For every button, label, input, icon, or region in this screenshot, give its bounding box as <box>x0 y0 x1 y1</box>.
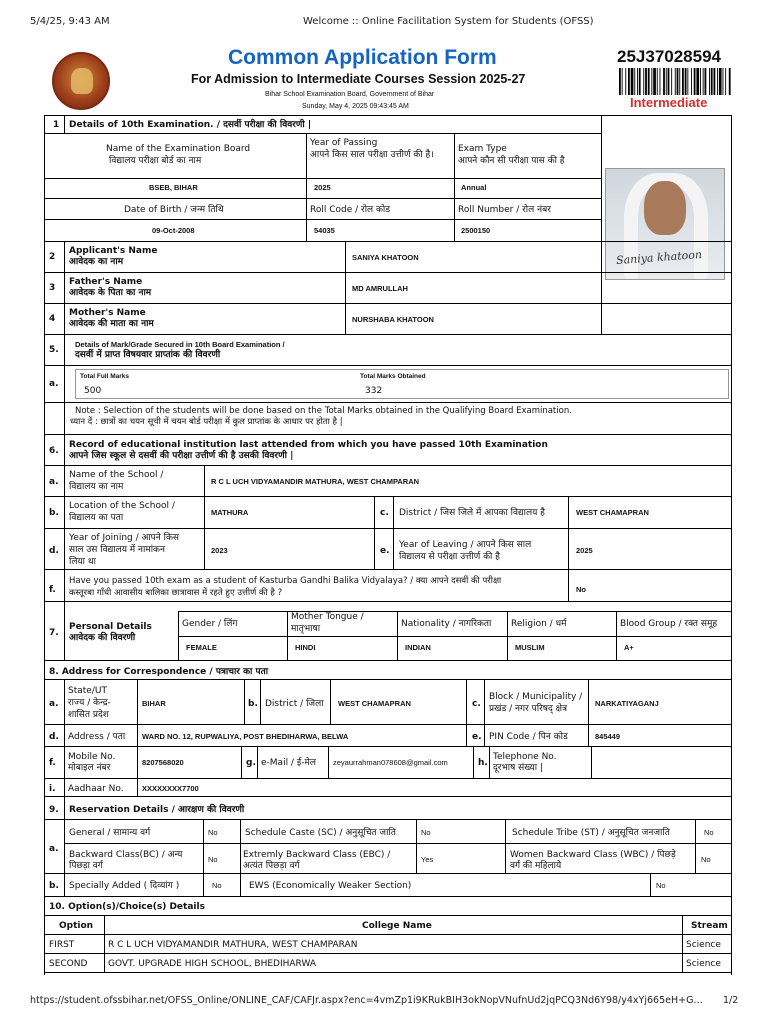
mother-name-label-hi: आवेदक की माता का नाम <box>69 319 154 329</box>
grid-line <box>601 241 602 334</box>
mother-name-value: NURSHABA KHATOON <box>352 315 434 324</box>
grid-line <box>64 601 65 660</box>
grid-line <box>44 115 45 975</box>
section-8h-label: h. <box>478 758 488 768</box>
grid-line <box>64 115 65 133</box>
mother-tongue-label-hi: मातृभाषा <box>291 624 321 634</box>
section-3-number: 3 <box>49 283 56 293</box>
grid-line <box>64 241 65 334</box>
school-record-heading-hi: आपने जिस स्कूल से दसवीं की परीक्षा उत्तीर्ण की है उसकी विवरणी | <box>69 451 294 461</box>
blood-group-label: Blood Group / रक्त समूह <box>620 619 718 629</box>
stream-column-header: Stream <box>691 921 728 931</box>
grid-line <box>178 636 731 637</box>
exam-type-value: Annual <box>461 183 487 192</box>
barcode-icon <box>619 68 731 95</box>
grid-line <box>306 133 307 241</box>
grid-line <box>44 679 731 680</box>
address-label: Address / पता <box>68 732 126 742</box>
state-label: State/UT <box>68 686 107 696</box>
school-district-label: District / जिस जिले में आपका विद्यालय है <box>399 508 545 518</box>
st-label: Schedule Tribe (ST) / अनुसूचित जनजाति <box>512 828 670 838</box>
selection-note: Note : Selection of the students will be done based on the Total Marks obtained in the Qualifying Board Examination. <box>75 406 572 416</box>
form-subtitle: For Admission to Intermediate Courses Session 2025-27 <box>191 72 526 86</box>
year-leaving-label-2: विद्यालय से परीक्षा उत्तीर्ण की है <box>399 552 500 562</box>
section-8e-label: e. <box>472 732 482 742</box>
option-row-1-stream: Science <box>686 940 721 950</box>
ebc-label-2: अत्यंत पिछड़ा वर्ग <box>243 861 300 871</box>
disability-value: No <box>212 881 222 890</box>
telephone-label-hi: दूरभाष संख्या | <box>493 763 543 773</box>
section-2-number: 2 <box>49 252 56 262</box>
section-8c-label: c. <box>472 699 481 709</box>
school-name-value: R C L UCH VIDYAMANDIR MATHURA, WEST CHAMPARAN <box>211 477 420 486</box>
option-row-2-option: SECOND <box>49 959 88 969</box>
section-6c-label: c. <box>380 508 389 518</box>
grid-line <box>44 896 731 897</box>
grid-line <box>104 915 105 972</box>
section-8i-label: i. <box>49 784 56 794</box>
form-title: Common Application Form <box>228 46 497 69</box>
gender-label: Gender / लिंग <box>182 619 238 629</box>
options-heading: 10. Option(s)/Choice(s) Details <box>49 902 205 912</box>
total-marks-obtained-label: Total Marks Obtained <box>360 373 426 380</box>
mother-tongue-value: HINDI <box>295 643 316 652</box>
nationality-label: Nationality / नागरिकता <box>401 619 492 629</box>
section-8d-label: d. <box>49 732 59 742</box>
grid-line <box>374 496 375 569</box>
board-label-hi: विद्यालय परीक्षा बोर्ड का नाम <box>109 156 202 166</box>
grid-line <box>64 679 65 796</box>
grid-line <box>287 611 288 660</box>
sc-label: Schedule Caste (SC) / अनुसूचित जाति <box>245 828 396 838</box>
father-name-value: MD AMRULLAH <box>352 284 408 293</box>
pin-label: PIN Code / पिन कोड <box>489 732 568 742</box>
bseb-emblem-logo <box>52 52 110 110</box>
roll-code-label: Roll Code / रोल कोड <box>310 205 391 215</box>
district-label: District / जिला <box>265 699 324 709</box>
grid-line <box>241 746 242 778</box>
grid-line <box>44 953 731 954</box>
nationality-value: INDIAN <box>405 643 431 652</box>
father-name-label-hi: आवेदक के पिता का नाम <box>69 288 152 298</box>
print-page-number: 1/2 <box>723 995 739 1006</box>
option-row-1-option: FIRST <box>49 940 75 950</box>
applicant-name-label-hi: आवेदक का नाम <box>69 257 124 267</box>
grid-line <box>44 241 731 242</box>
gender-value: FEMALE <box>186 643 217 652</box>
bc-value: No <box>208 855 218 864</box>
grid-line <box>64 843 731 844</box>
ebc-label: Extremly Backward Class (EBC) / <box>243 850 391 860</box>
telephone-label: Telephone No. <box>493 752 557 762</box>
section-8b-label: b. <box>248 699 258 709</box>
grid-line <box>695 819 696 873</box>
grid-line <box>328 746 329 778</box>
grid-line <box>44 402 731 403</box>
section-8a-label: a. <box>49 699 59 709</box>
general-label: General / सामान्य वर्ग <box>69 828 151 838</box>
blood-group-value: A+ <box>624 643 634 652</box>
kgbv-question-2: कस्तूरबा गाँधी आवासीय बालिका छात्रावास में रहते हुए उत्तीर्ण की है ? <box>69 588 283 598</box>
grid-line <box>330 679 331 724</box>
disability-label: Specially Added ( दिव्यांग ) <box>69 881 180 891</box>
grid-line <box>178 611 179 660</box>
grid-line <box>44 778 731 779</box>
year-joining-label: Year of Joining / आपने किस <box>69 533 179 543</box>
grid-line <box>44 115 731 116</box>
state-label-3: शासित प्रदेश <box>68 710 109 720</box>
grid-line <box>178 611 731 612</box>
grid-line <box>44 819 731 820</box>
applicant-name-label: Applicant's Name <box>69 246 158 256</box>
school-location-value: MATHURA <box>211 508 249 517</box>
grid-line <box>650 873 651 896</box>
mother-tongue-label: Mother Tongue / <box>291 612 364 622</box>
year-leaving-label: Year of Leaving / आपने किस साल <box>399 540 532 550</box>
state-label-2: राज्य / केन्द्र- <box>68 698 111 708</box>
section-8g-label: g. <box>246 758 256 768</box>
religion-label: Religion / धर्म <box>511 619 567 629</box>
print-datetime: 5/4/25, 9:43 AM <box>30 16 110 27</box>
general-value: No <box>208 828 218 837</box>
grid-line <box>588 679 589 746</box>
grid-line <box>44 569 731 570</box>
grid-line <box>397 611 398 660</box>
grid-line <box>244 679 245 724</box>
section-5a-label: a. <box>49 379 59 389</box>
grid-line <box>731 115 732 975</box>
block-label: Block / Municipality / <box>489 692 583 702</box>
section-8f-label: f. <box>49 758 56 768</box>
aadhaar-value: XXXXXXXX7700 <box>142 784 199 793</box>
wbc-label: Women Backward Class (WBC) / पिछड़े <box>510 850 676 860</box>
grid-line <box>260 679 261 724</box>
section-6e-label: e. <box>380 546 390 556</box>
grid-line <box>44 746 731 747</box>
year-passing-value: 2025 <box>314 183 331 192</box>
grid-line <box>240 819 241 896</box>
grid-line <box>505 819 506 873</box>
total-full-marks-value: 500 <box>84 386 102 396</box>
wbc-label-2: वर्ग की महिलाये <box>510 861 562 871</box>
bc-label: Backward Class(BC) / अन्य <box>69 850 183 860</box>
option-column-header: Option <box>59 921 94 931</box>
grid-line <box>44 601 731 602</box>
grid-line <box>473 746 474 778</box>
section-7-number: 7. <box>49 628 59 638</box>
school-district-value: WEST CHAMAPRAN <box>576 508 649 517</box>
board-name: Bihar School Examination Board, Government of Bihar <box>265 91 435 98</box>
email-value: zeyaurrahman078608@gmail.com <box>333 758 448 767</box>
section-5-number: 5. <box>49 345 59 355</box>
grid-line <box>466 679 467 746</box>
college-column-header: College Name <box>362 921 432 931</box>
grid-line <box>44 724 731 725</box>
photo-signature: Saniya khatoon <box>615 248 703 267</box>
section-6-number: 6. <box>49 446 59 456</box>
mobile-label-hi: मोबाइल नंबर <box>68 763 111 773</box>
wbc-value: No <box>701 855 711 864</box>
exam-type-label: Exam Type <box>458 144 507 154</box>
photo-face <box>644 181 686 235</box>
grid-line <box>44 434 731 435</box>
option-row-2-college: GOVT. UPGRADE HIGH SCHOOL, BHEDIHARWA <box>108 959 317 969</box>
kgbv-value: No <box>576 585 586 594</box>
print-page-title: Welcome :: Online Facilitation System for Students (OFSS) <box>303 16 594 27</box>
section-6b-label: b. <box>49 508 59 518</box>
section-9a-label: a. <box>49 844 59 854</box>
bc-label-2: पिछड़ा वर्ग <box>69 861 103 871</box>
grid-line <box>601 115 602 241</box>
year-joining-label-3: लिया था <box>69 557 96 567</box>
total-marks-obtained-value: 332 <box>365 386 383 396</box>
grid-line <box>393 496 394 569</box>
registration-number: 25J37028594 <box>617 47 722 66</box>
grid-line <box>44 219 601 220</box>
grid-line <box>44 873 731 874</box>
grid-line <box>44 272 731 273</box>
grid-line <box>44 178 601 179</box>
email-label: e-Mail / ई-मेल <box>261 758 316 768</box>
option-row-1-college: R C L UCH VIDYAMANDIR MATHURA, WEST CHAMPARAN <box>108 940 358 950</box>
exam-type-label-hi: आपने कौन सी परीक्षा पास की है <box>458 156 565 166</box>
grid-line <box>44 133 601 134</box>
grid-line <box>44 303 731 304</box>
grid-line <box>204 465 205 569</box>
district-value: WEST CHAMAPRAN <box>338 699 411 708</box>
board-value: BSEB, BIHAR <box>149 183 198 192</box>
grid-line <box>44 660 731 661</box>
grid-line <box>257 746 258 778</box>
grid-line <box>44 934 731 935</box>
grid-line <box>44 796 731 797</box>
roll-number-value: 2500150 <box>461 226 491 235</box>
grid-line <box>507 611 508 660</box>
year-leaving-value: 2025 <box>576 546 593 555</box>
grid-line <box>44 198 601 199</box>
grid-line <box>731 611 732 660</box>
roll-number-label: Roll Number / रोल नंबर <box>458 205 551 215</box>
year-joining-label-2: साल उस विद्यालय में नामांकन <box>69 545 165 555</box>
section-6f-label: f. <box>49 585 56 595</box>
total-full-marks-label: Total Full Marks <box>80 373 129 380</box>
grid-line <box>203 819 204 896</box>
kgbv-question: Have you passed 10th exam as a student of Kasturba Gandhi Balika Vidyalaya? / क्या आपने दसवीं की परीक्षा <box>69 576 502 586</box>
ews-label: EWS (Economically Weaker Section) <box>249 881 412 891</box>
state-value: BIHAR <box>142 699 166 708</box>
applicant-name-value: SANIYA KHATOON <box>352 253 419 262</box>
section-6d-label: d. <box>49 546 59 556</box>
block-label-2: प्रखंड / नगर परिषद् क्षेत्र <box>489 704 568 714</box>
form-date: Sunday, May 4, 2025 09:43:45 AM <box>302 103 409 110</box>
block-value: NARKATIYAGANJ <box>595 699 659 708</box>
address-value: WARD NO. 12, RUPWALIYA, POST BHEDIHARWA, BELWA <box>142 732 349 741</box>
print-url: https://student.ofssbihar.net/OFSS_Online/ONLINE_CAF/CAFJr.aspx?enc=4vmZp1i9KRukBIH3okNopVNufnUd2jqPCQ3Nd6Y98/y4xYj665eH+G… <box>30 995 703 1006</box>
year-passing-label: Year of Passing <box>310 138 378 148</box>
dob-label: Date of Birth / जन्म तिथि <box>124 205 224 215</box>
school-location-label: Location of the School / <box>69 501 175 511</box>
option-row-2-stream: Science <box>686 959 721 969</box>
grid-line <box>44 365 731 366</box>
grid-line <box>44 915 731 916</box>
grid-line <box>591 746 592 778</box>
grid-line <box>137 679 138 796</box>
grid-line <box>44 334 731 335</box>
grid-line <box>64 796 65 896</box>
mobile-value: 8207568020 <box>142 758 184 767</box>
section-9b-label: b. <box>49 881 59 891</box>
grid-line <box>568 496 569 601</box>
grid-line <box>44 972 731 973</box>
board-label: Name of the Examination Board <box>106 144 251 154</box>
school-record-heading: Record of educational institution last attended from which you have passed 10th Examination <box>69 440 548 450</box>
section-6a-label: a. <box>49 477 59 487</box>
selection-note-hi: ध्यान दें : छात्रों का चयन सूची में चयन बोर्ड परीक्षा में कुल प्राप्तांक के आधार पर होता है | <box>70 417 343 427</box>
grid-line <box>682 915 683 972</box>
grid-line <box>64 334 65 434</box>
religion-value: MUSLIM <box>515 643 545 652</box>
roll-code-value: 54035 <box>314 226 335 235</box>
grid-line <box>489 746 490 778</box>
mother-name-label: Mother's Name <box>69 308 146 318</box>
grid-line <box>44 465 731 466</box>
stream-label: Intermediate <box>630 95 708 110</box>
grid-line <box>416 819 417 873</box>
year-passing-label-hi: आपने किस साल परीक्षा उत्तीर्ण की है। <box>310 150 434 160</box>
aadhaar-label: Aadhaar No. <box>68 784 124 794</box>
school-name-label-hi: विद्यालय का नाम <box>69 482 124 492</box>
st-value: No <box>704 828 714 837</box>
personal-details-heading-hi: आवेदक की विवरणी <box>69 633 136 643</box>
marks-heading: Details of Mark/Grade Secured in 10th Board Examination / <box>75 340 285 349</box>
reservation-heading: Reservation Details / आरक्षण की विवरणी <box>69 805 245 815</box>
section-4-number: 4 <box>49 314 56 324</box>
section-1-heading: Details of 10th Examination. / दसवीं परीक्षा की विवरणी | <box>69 120 312 130</box>
year-joining-value: 2023 <box>211 546 228 555</box>
school-location-label-hi: विद्यालय का पता <box>69 513 124 523</box>
grid-line <box>64 434 65 601</box>
grid-line <box>44 496 731 497</box>
ews-value: No <box>656 881 666 890</box>
grid-line <box>454 133 455 241</box>
grid-line <box>484 679 485 746</box>
grid-line <box>616 611 617 660</box>
grid-line <box>345 241 346 334</box>
address-heading: 8. Address for Correspondence / पत्राचार का पता <box>49 667 269 677</box>
grid-line <box>44 528 731 529</box>
dob-value: 09-Oct-2008 <box>152 226 195 235</box>
pin-value: 845449 <box>595 732 621 741</box>
sc-value: No <box>421 828 431 837</box>
marks-heading-hi: दसवीं में प्राप्त विषयवार प्राप्तांक की विवरणी <box>75 350 221 360</box>
father-name-label: Father's Name <box>69 277 143 287</box>
applicant-photo <box>605 168 725 280</box>
ebc-value: Yes <box>421 855 434 864</box>
school-name-label: Name of the School / <box>69 470 164 480</box>
section-9-number: 9. <box>49 805 59 815</box>
section-1-number: 1 <box>53 120 60 130</box>
mobile-label: Mobile No. <box>68 752 116 762</box>
personal-details-heading: Personal Details <box>69 622 152 632</box>
